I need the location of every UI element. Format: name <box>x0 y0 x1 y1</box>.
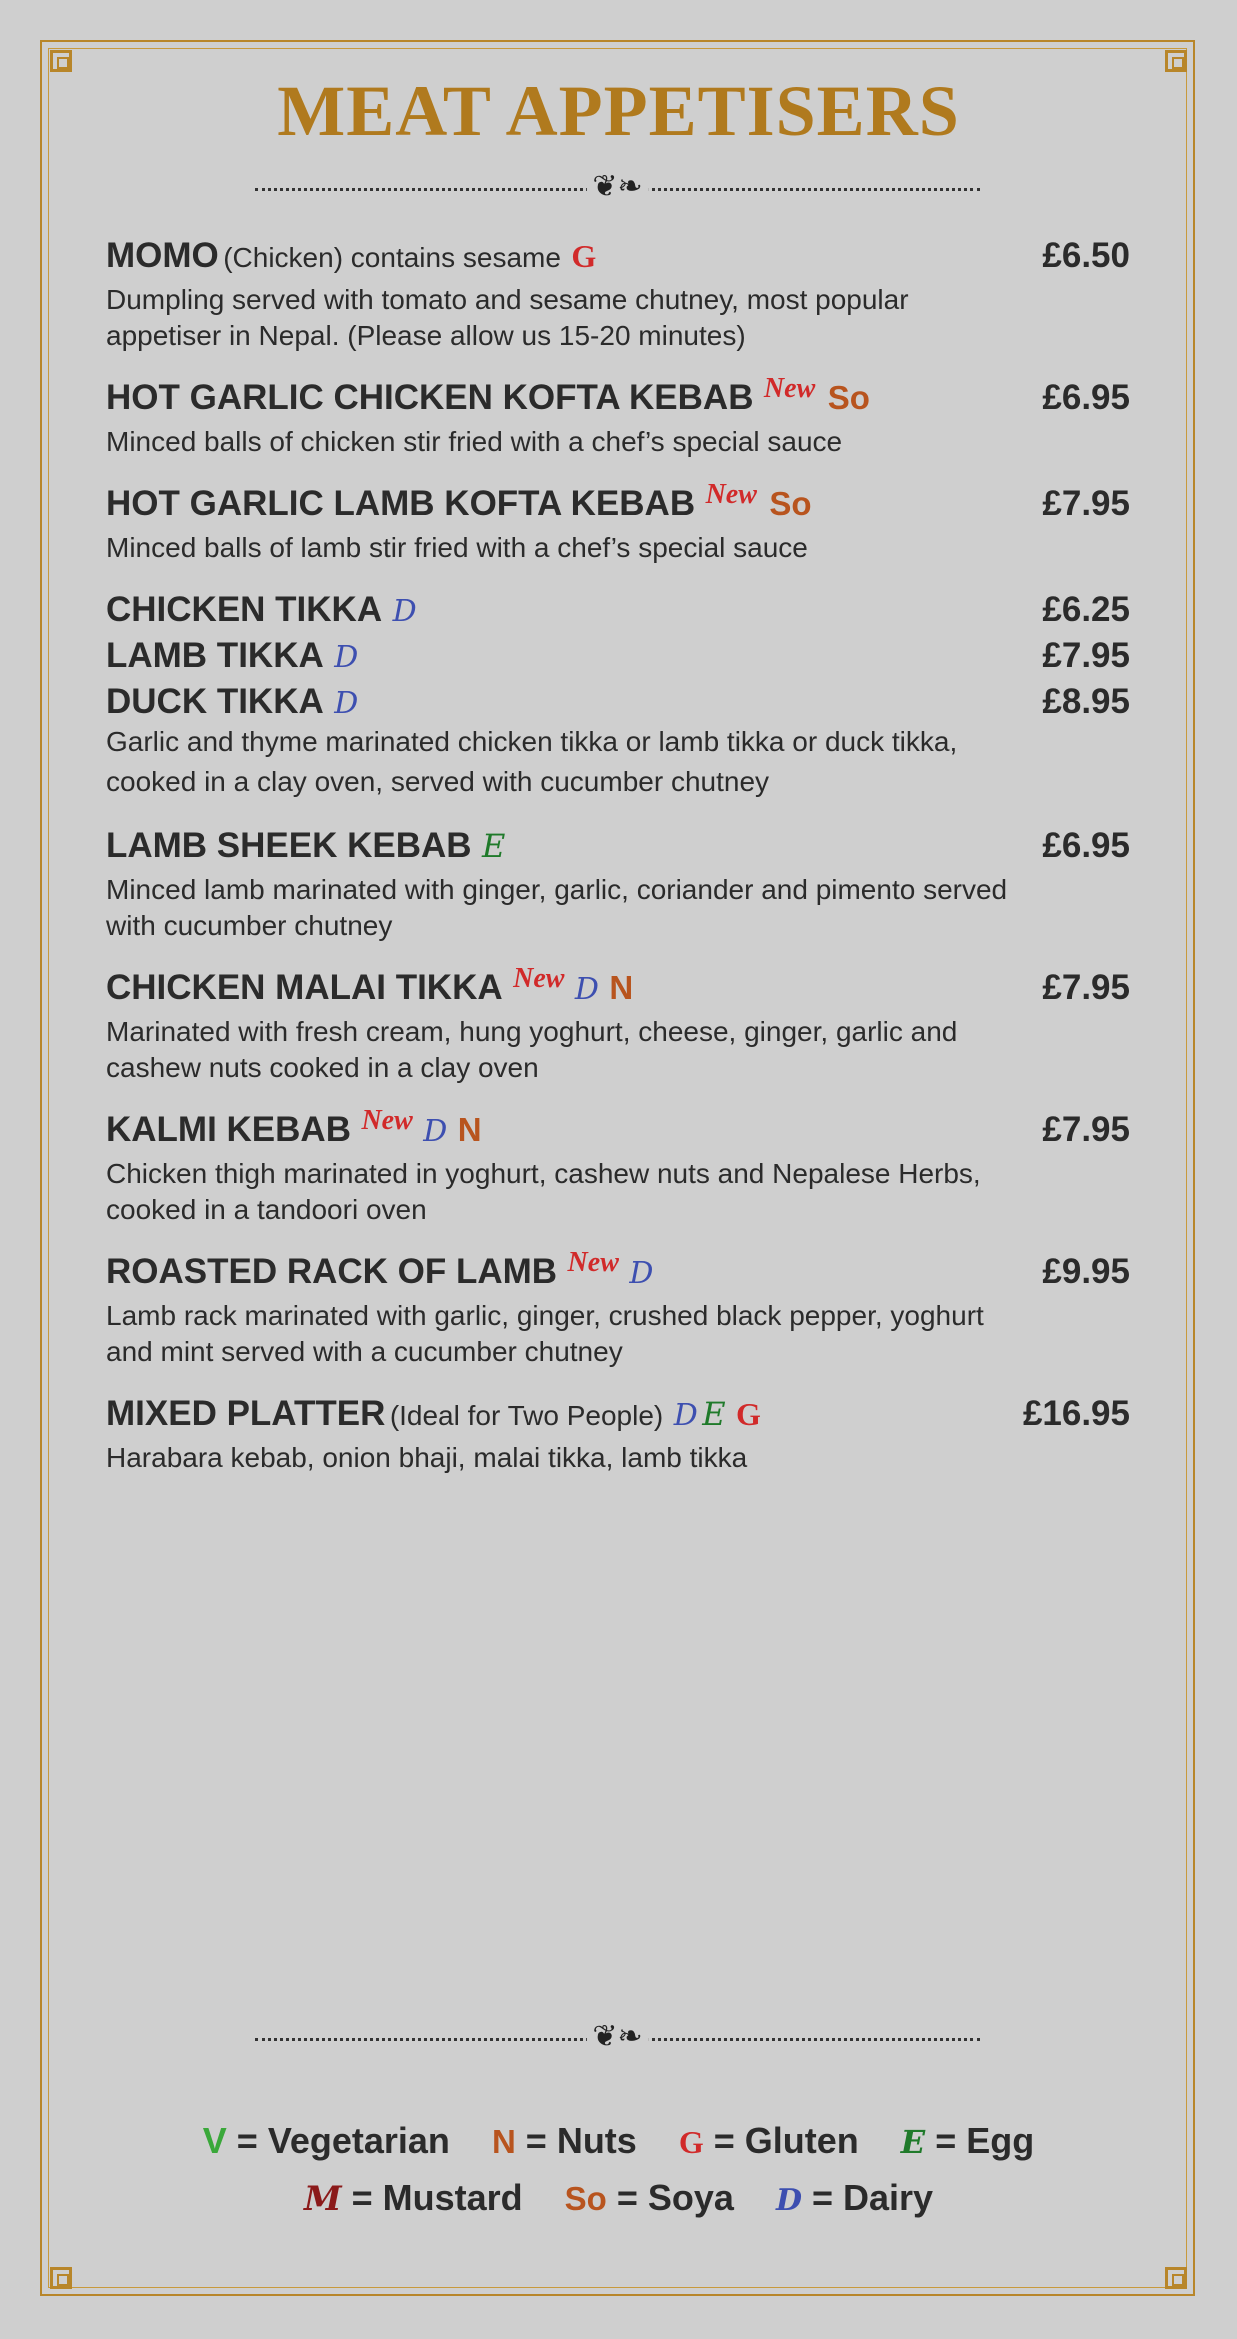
new-badge: New <box>705 479 757 510</box>
item-name: MIXED PLATTER <box>106 1394 386 1433</box>
legend-nuts <box>492 2120 647 2161</box>
item-description: Minced balls of chicken stir fried with a chef’s special sauce <box>106 426 843 457</box>
item-price: £7.95 <box>1042 484 1130 523</box>
flourish-icon: ❦❧ <box>586 170 648 204</box>
legend-label: = Egg <box>935 2120 1035 2161</box>
menu-item-roasted-rack-of-lamb <box>106 1246 1130 1370</box>
item-name: MOMO <box>106 236 219 275</box>
page-title: MEAT APPETISERS <box>277 71 960 151</box>
item-name: ROASTED RACK OF LAMB <box>106 1252 558 1291</box>
menu-item-momo <box>106 230 1130 354</box>
item-description: Minced balls of lamb stir fried with a chef’s special sauce <box>106 532 808 563</box>
nuts-icon: N <box>491 2123 516 2160</box>
item-name: HOT GARLIC LAMB KOFTA KEBAB <box>106 484 696 523</box>
item-price: £16.95 <box>1022 1394 1130 1433</box>
egg-icon: E <box>702 1395 726 1433</box>
dairy-icon: D <box>334 686 359 721</box>
corner-ornament-top-right <box>1165 50 1187 72</box>
item-price: £6.95 <box>1042 378 1130 417</box>
legend-mustard <box>304 2177 533 2218</box>
item-name: LAMB TIKKA <box>106 636 324 675</box>
legend-dairy <box>776 2177 933 2218</box>
dairy-icon: D <box>673 1398 698 1433</box>
dairy-icon: D <box>629 1256 654 1291</box>
menu-item-hot-garlic-chicken-kofta-kebab <box>106 372 1130 460</box>
soya-icon: So <box>827 379 870 416</box>
item-description: Marinated with fresh cream, hung yoghurt, cheese, ginger, garlic and cashew nuts cooked in a clay oven <box>106 1016 958 1083</box>
corner-ornament-bottom-right <box>1165 2267 1187 2289</box>
mustard-icon: M <box>303 2179 342 2219</box>
gluten-icon: G <box>678 2124 704 2160</box>
legend-label: = Nuts <box>525 2120 637 2161</box>
item-description: Garlic and thyme marinated chicken tikka or lamb tikka or duck tikka, cooked in a clay oven, served with cucumber chutney <box>106 726 958 797</box>
menu-items <box>106 230 1130 1494</box>
item-note: (Chicken) contains sesame <box>223 242 561 273</box>
item-price: £9.95 <box>1042 1252 1130 1291</box>
legend-egg <box>901 2120 1034 2161</box>
menu-item-kalmi-kebab <box>106 1104 1130 1228</box>
divider-top <box>255 169 980 204</box>
allergen-legend-row-1 <box>0 2120 1237 2162</box>
legend-gluten <box>679 2120 869 2161</box>
item-price: £6.95 <box>1042 826 1130 865</box>
item-description: Dumpling served with tomato and sesame chutney, most popular appetiser in Nepal. (Please allow us 15-20 minutes) <box>106 284 909 351</box>
item-name: HOT GARLIC CHICKEN KOFTA KEBAB <box>106 378 754 417</box>
soya-icon: So <box>564 2180 607 2217</box>
nuts-icon: N <box>609 969 634 1006</box>
new-badge: New <box>361 1105 413 1136</box>
menu-item-chicken-malai-tikka <box>106 962 1130 1086</box>
item-description: Chicken thigh marinated in yoghurt, cashew nuts and Nepalese Herbs, cooked in a tandoori oven <box>106 1158 981 1225</box>
item-price: £8.95 <box>1042 682 1130 721</box>
legend-soya <box>565 2177 744 2218</box>
egg-icon: E <box>482 827 506 865</box>
item-name: DUCK TIKKA <box>106 682 324 721</box>
gluten-icon: G <box>736 1396 761 1432</box>
menu-item-lamb-sheek-kebab <box>106 820 1130 944</box>
divider-bottom <box>255 2019 980 2054</box>
legend-label: = Dairy <box>811 2177 934 2218</box>
dairy-icon: D <box>775 2183 802 2218</box>
item-price: £7.95 <box>1042 1110 1130 1149</box>
corner-ornament-top-left <box>50 50 72 72</box>
new-badge: New <box>567 1247 619 1278</box>
flourish-icon: ❦❧ <box>586 2020 648 2054</box>
legend-label: = Soya <box>616 2177 734 2218</box>
item-price: £7.95 <box>1042 968 1130 1007</box>
item-name: LAMB SHEEK KEBAB <box>106 826 472 865</box>
legend-label: = Vegetarian <box>236 2120 450 2161</box>
item-description: Harabara kebab, onion bhaji, malai tikka, lamb tikka <box>106 1442 748 1473</box>
egg-icon: E <box>900 2123 926 2161</box>
new-badge: New <box>513 963 565 994</box>
item-name: CHICKEN MALAI TIKKA <box>106 968 503 1007</box>
vegetarian-icon: V <box>202 2120 227 2161</box>
menu-item-tikka-group <box>106 584 1130 802</box>
dairy-icon: D <box>574 972 599 1007</box>
menu-item-mixed-platter <box>106 1388 1130 1476</box>
allergen-legend-row-2 <box>0 2177 1237 2219</box>
legend-label: = Gluten <box>713 2120 859 2161</box>
item-description: Minced lamb marinated with ginger, garlic, coriander and pimento served with cucumber chutney <box>106 874 1008 941</box>
item-description: Lamb rack marinated with garlic, ginger, crushed black pepper, yoghurt and mint served with a cucumber chutney <box>106 1300 984 1367</box>
item-note: (Ideal for Two People) <box>389 1400 664 1431</box>
legend-label: = Mustard <box>351 2177 523 2218</box>
dairy-icon: D <box>423 1114 448 1149</box>
item-price: £7.95 <box>1042 636 1130 675</box>
new-badge: New <box>763 373 816 404</box>
menu-item-hot-garlic-lamb-kofta-kebab <box>106 478 1130 566</box>
legend-vegetarian <box>203 2120 460 2161</box>
item-name: CHICKEN TIKKA <box>106 590 383 629</box>
item-name: KALMI KEBAB <box>106 1110 351 1149</box>
nuts-icon: N <box>457 1111 482 1148</box>
corner-ornament-bottom-left <box>50 2267 72 2289</box>
soya-icon: So <box>769 485 812 522</box>
item-price: £6.25 <box>1042 590 1130 629</box>
item-price: £6.50 <box>1042 236 1130 275</box>
dairy-icon: D <box>334 640 359 675</box>
gluten-icon: G <box>571 238 597 274</box>
dairy-icon: D <box>392 594 417 629</box>
